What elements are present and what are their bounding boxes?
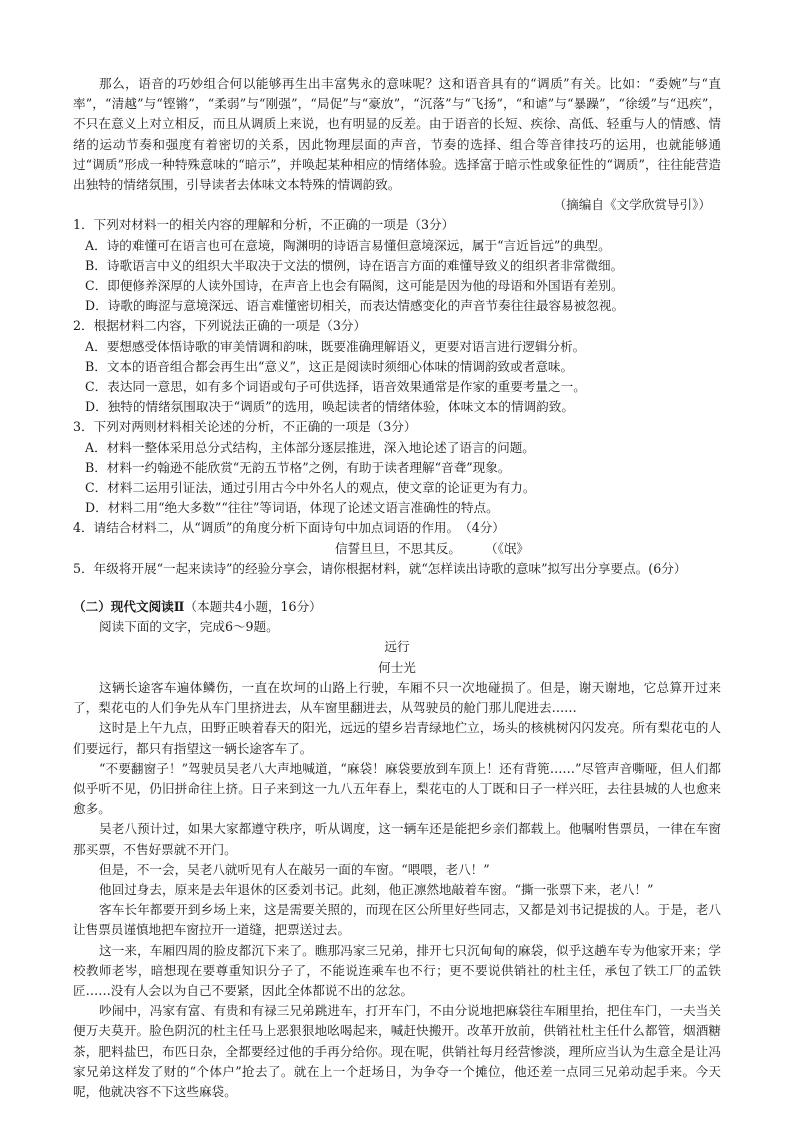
option-d: D．诗歌的晦涩与意境深远、语言难懂密切相关，而表达情感变化的声音节奏往往最容易被忽视。 <box>85 298 625 314</box>
option-c: C．即便修养深厚的人读外国诗，在声音上也会有隔阂，这可能是因为他的母语和外国语有差别。 <box>85 278 624 294</box>
exam-page <box>73 74 721 1102</box>
question-4 <box>73 518 721 558</box>
story-paragraph: 但是，不一会，吴老八就听见有人在敲另一面的车窗。“喂喂，老八！” <box>99 861 490 877</box>
question-stem: 5．年级将开展“一起来读诗”的经验分享会，请你根据材料，就“怎样读出诗歌的意味”拟写出分享要点。(6分） <box>73 560 687 576</box>
section-heading-title: （二）现代文阅读Ⅱ <box>73 599 185 615</box>
question-1 <box>73 215 721 316</box>
option-b: B．诗歌语言中义的组织大半取决于文法的惯例，诗在语言方面的难懂导致义的组织者非常微细。 <box>85 257 624 273</box>
material-source: （摘编自《文学欣赏导引》） <box>553 197 711 213</box>
option-a: A．材料一整体采用总分式结构，主体部分逐层推进，深入地论述了语言的问题。 <box>85 439 535 455</box>
question-stem: 3．下列对两则材料相关论述的分析，不正确的一项是（3分） <box>73 419 417 435</box>
option-d: D．独特的情绪氛围取决于“调质”的选用，唤起读者的情绪体验，体味文本的情调韵致。 <box>85 399 574 415</box>
option-c: C．表达同一意思，如有多个词语或句子可供选择，语音效果通常是作家的重要考量之一。 <box>85 379 586 395</box>
story-paragraph: 这时是上午九点，田野正映着春天的阳光，远远的望乡岩青绿地伫立，场头的核桃树闪闪发亮。所有梨花屯的人们要远行，都只有指望这一辆长途客车了。 <box>73 720 721 756</box>
poem-line: 信誓旦旦，不思其反。 <box>334 540 461 556</box>
story-author: 何士光 <box>378 659 416 675</box>
question-2 <box>73 316 721 417</box>
poem-quote <box>73 539 721 559</box>
story-paragraph: 这一来，车厢四周的脸皮都沉下来了。瞧那冯家三兄弟，排开七只沉甸甸的麻袋，似乎这趟车专为他家开来；学校教师老岑，暗想现在要尊重知识分子了，不能说连乘车也不行；更不要说供销社的杜主任，承包了铁工厂的孟铁匠……没有人会以为自己不要紧，因此全体都说不出的忿忿。 <box>73 942 721 998</box>
story-paragraph: 吵闹中，冯家有富、有贵和有禄三兄弟跳进车，打开车门，不由分说地把麻袋往车厢里抬，把住车门，一夫当关便万夫莫开。脸色阴沉的杜主任马上恶狠狠地吆喝起来，喊赶快搬开。改革开放前，供销社杜主任什么都管，烟酒糖茶，肥料盐巴，布匹日杂，全都要经过他的手再分给你。现在呢，供销社每月经营惨淡，理所应当认为生意全是让冯家兄弟这样发了财的“个体户”抢去了。就在上一个赶场日，为争夺一个摊位，他还差一点同三兄弟动起手来。今天呢，他就决容不下这些麻袋。 <box>73 1003 721 1099</box>
option-d: D．材料二用“绝大多数”“往往”等词语，体现了论述文语言准确性的特点。 <box>85 500 499 516</box>
story-paragraph: 吴老八预计过，如果大家都遵守秩序，听从调度，这一辆车还是能把乡亲们都载上。他嘱咐售票员，一律在车窗那买票，不售好票就不开门。 <box>73 821 721 857</box>
story-paragraph: 这辆长途客车遍体鳞伤，一直在坎坷的山路上行驶，车厢不只一次地碰损了。但是，谢天谢地，它总算开过来了，梨花屯的人们争先从车门里挤进去，从车窗里翻进去，从驾驶员的舱门那儿爬进去…… <box>73 679 721 716</box>
option-b: B．材料一约翰逊不能欣赏“无韵五节格”之例，有助于读者理解“音聋”现象。 <box>85 459 511 475</box>
section-instruction: 阅读下面的文字，完成6～9题。 <box>99 619 279 635</box>
material-two-paragraph: 那么，语音的巧妙组合何以能够再生出丰富隽永的意味呢？这和语音具有的“调质”有关。比如：“委婉”与“直率”，“清越”与“铿锵”，“柔弱”与“刚强”，“局促”与“豪放”，“沉落”与“飞扬”，“和谑”与“暴躁”，“徐缓”与“迅疾”，不只在意义上对立相反，而且从调质上来说，也有明显的反差。由于语音的长短、疾徐、高低、轻重与人的情感、情绪的运动节奏和强度有着密切的关系，因此物理层面的声音，节奏的选择、组合等音律技巧的运用，也就能够通过“调质”形成一种特殊意味的“暗示”，并唤起某种相应的情绪体验。选择富于暗示性或象征性的“调质”，往往能营造出独特的情绪氛围，引导读者去体味文本特殊的情调韵致。 <box>73 76 721 193</box>
option-c: C．材料二运用引证法，通过引用古今中外名人的观点，使文章的论证更为有力。 <box>85 480 536 496</box>
section-heading <box>73 597 721 617</box>
option-a: A．要想感受体悟诗歌的审美情调和韵味，既要准确理解语义，更要对语言进行逻辑分析。 <box>85 338 586 354</box>
story-title: 远行 <box>384 639 410 655</box>
option-b: B．文本的语音组合都会再生出“意义”，这正是阅读时须细心体味的情调韵致或者意味。 <box>85 358 574 374</box>
poem-source: （《氓》 <box>484 540 530 556</box>
question-stem: 2．根据材料二内容，下列说法正确的一项是（3分） <box>73 318 367 334</box>
question-3 <box>73 417 721 518</box>
story-body <box>73 678 721 1102</box>
section-heading-note: （本题共4小题，16分） <box>184 599 322 615</box>
option-a: A．诗的难懂可在语言也可在意境，陶渊明的诗语言易懂但意境深远，属于“言近旨远”的典型。 <box>85 237 611 253</box>
question-stem: 1．下列对材料一的相关内容的理解和分析，不正确的一项是（3分） <box>73 217 455 233</box>
question-5 <box>73 559 721 579</box>
question-stem: 4．请结合材料二，从“调质”的角度分析下面诗句中加点词语的作用。 （4分） <box>73 520 505 536</box>
story-paragraph: “不要翻窗子！”驾驶员吴老八大声地喊道，“麻袋！麻袋要放到车顶上！还有背篼……”尽管声音嘶哑，但人们都似乎听不见，仍旧拼命往上挤。日子来到这一九八五年春上，梨花屯的人丁既和日子一样兴旺，去往县城的人也愈来愈多。 <box>73 760 721 817</box>
story-paragraph: 客车长年都要开到乡场上来，这是需要关照的，而现在区公所里好些同志，又都是刘书记提拔的人。于是，老八让售票员谨慎地把车窗拉开一道缝，把票送过去。 <box>73 902 721 938</box>
story-paragraph: 他回过身去，原来是去年退休的区委刘书记。此刻，他正凛然地敲着车窗。“撕一张票下来，老八！” <box>99 881 654 897</box>
